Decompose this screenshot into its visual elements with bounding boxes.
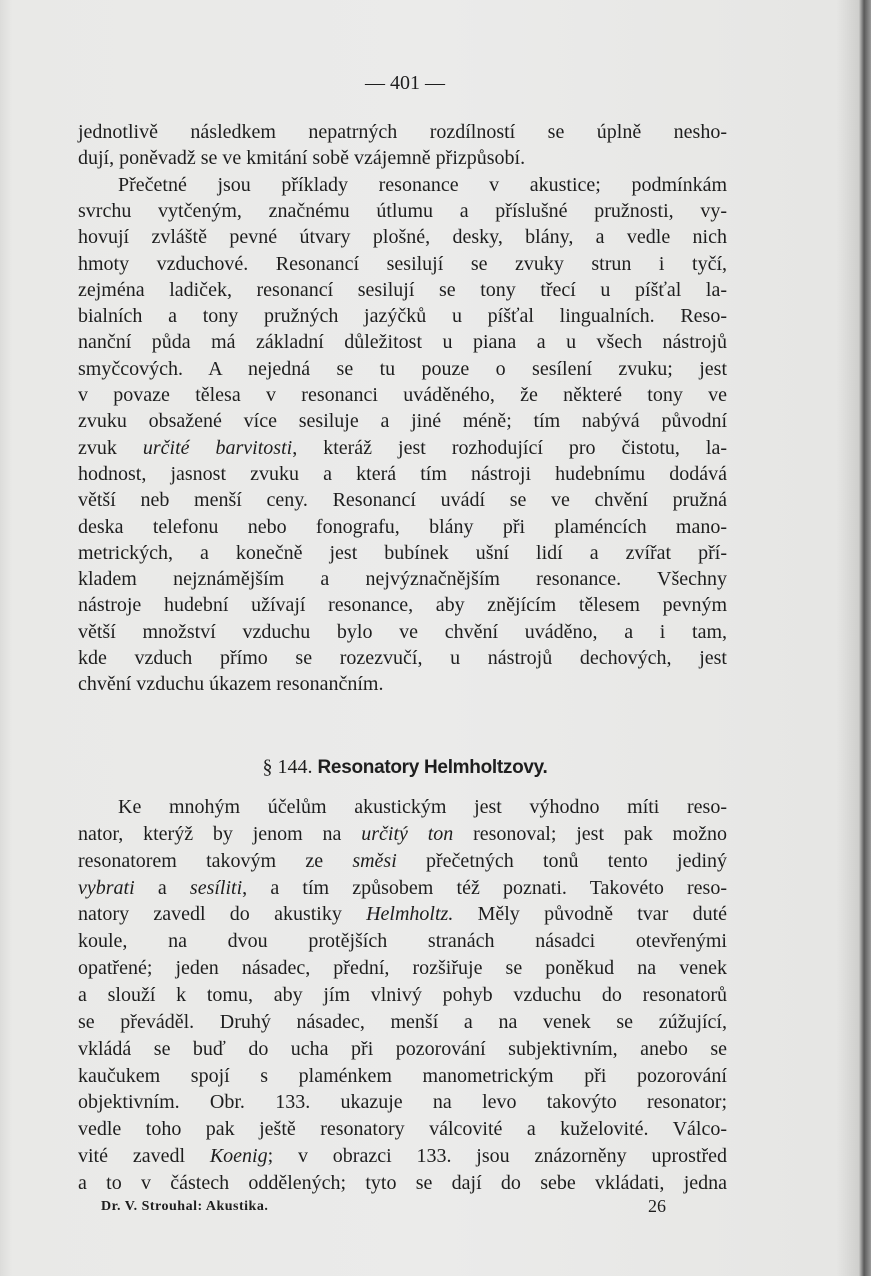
text-segment: metrických, a konečně jest bubínek ušní lidí a zvířat pří-	[78, 541, 727, 564]
text-segment: a	[134, 876, 190, 899]
text-line	[78, 278, 727, 302]
text-segment: hmoty vzduchové. Resonancí sesilují se zvuky strun i tyčí,	[78, 252, 727, 275]
text-line	[78, 252, 727, 276]
text-segment: v povaze tělesa v resonanci uváděného, že některé tony ve	[78, 384, 727, 406]
text-segment: ; v obrazci 133. jsou znázorněny uprostřed	[267, 1145, 727, 1168]
text-segment: přečetných tonů tento jediný	[396, 849, 728, 872]
text-segment: objektivním. Obr. 133. ukazuje na levo takovýto resonator;	[78, 1091, 727, 1114]
text-line	[78, 849, 727, 873]
text-segment: zejména ladiček, resonancí sesilují se tony třecí u píšťal la-	[78, 278, 727, 301]
emphasized-text: Koenig	[209, 1145, 268, 1168]
text-segment: Měly původně tvar duté	[453, 903, 727, 926]
section-number: § 144.	[262, 756, 313, 778]
text-line	[78, 225, 727, 249]
text-segment: kde vzduch přímo se rozezvučí, u nástrojů dechových, jest	[78, 647, 727, 669]
emphasized-text: určitý ton	[361, 822, 454, 845]
text-segment: nator, kterýž by jenom na	[78, 822, 362, 845]
text-line	[78, 173, 727, 197]
text-segment: koule, na dvou protějších stranách násadci otevřenými	[78, 930, 727, 953]
text-line	[78, 488, 727, 512]
emphasized-text: směsi	[352, 849, 397, 872]
text-line	[78, 304, 727, 328]
text-line	[78, 515, 727, 539]
text-segment: větší množství vzduchu bylo ve chvění uváděno, a i tam,	[78, 620, 727, 643]
section-heading	[0, 756, 810, 779]
text-segment: Přečetné jsou příklady resonance v akustice; podmínkám	[118, 173, 727, 196]
text-segment: , a tím způsobem též poznati. Takovéto reso-	[242, 876, 727, 899]
emphasized-text: určité barvitosti	[142, 436, 293, 459]
text-segment: deska telefonu nebo fonografu, blány při plaméncích mano-	[78, 515, 727, 538]
text-segment: resonatorem takovým ze	[78, 849, 353, 872]
text-segment: kaučukem spojí s plaménkem manometrickým při pozorování	[78, 1064, 727, 1087]
text-line	[78, 1037, 727, 1061]
text-line	[78, 462, 727, 486]
text-segment: dují, poněvadž se ve kmitání sobě vzájemně přizpůsobí.	[78, 147, 526, 170]
text-segment: bialních a tony pružných jazýčků u píšťal lingualních. Reso-	[78, 305, 727, 328]
text-line	[78, 409, 727, 433]
text-segment: nástroje hudební užívají resonance, aby znějícím tělesem pevným	[78, 594, 727, 617]
text-line	[78, 593, 727, 617]
text-line	[78, 620, 727, 644]
text-segment: Ke mnohým účelům akustickým jest výhodno míti reso-	[118, 796, 727, 818]
text-line	[78, 1144, 727, 1168]
text-line	[78, 357, 727, 381]
text-segment: resonoval; jest pak možno	[453, 822, 727, 845]
text-line	[78, 436, 727, 460]
footer-sheet-number: 26	[648, 1196, 666, 1216]
text-line	[78, 541, 727, 565]
text-segment: opatřené; jeden násadec, přední, rozšiřuje se poněkud na venek	[78, 957, 727, 980]
text-segment: vkládá se buď do ucha při pozorování subjektivním, anebo se	[78, 1037, 727, 1060]
emphasized-text: vybrati	[78, 876, 135, 899]
text-line	[78, 330, 727, 354]
text-line	[78, 646, 727, 670]
text-line	[78, 199, 727, 223]
text-line	[78, 956, 727, 980]
text-line	[78, 146, 727, 170]
text-line	[78, 795, 727, 819]
text-line	[78, 822, 727, 846]
text-line	[78, 120, 727, 144]
text-line	[78, 1064, 727, 1088]
text-segment: větší neb menší ceny. Resonancí uvádí se ve chvění pružná	[78, 489, 727, 512]
text-segment: svrchu vytčeným, značnému útlumu a příslušné pružnosti, vy-	[78, 199, 727, 222]
footer-signature: Dr. V. Strouhal: Akustika.	[101, 1199, 269, 1214]
text-line	[78, 383, 727, 407]
text-segment: a to v částech oddělených; tyto se dají do sebe vkládati, jedna	[78, 1171, 727, 1194]
text-segment: hovují zvláště pevné útvary plošné, desky, blány, a vedle nich	[78, 226, 727, 249]
text-line	[78, 902, 727, 926]
text-segment: kladem nejznámějším a nejvýznačnějším resonance. Všechny	[78, 568, 727, 591]
text-segment: nanční půda má základní důležitost u piana a u všech nástrojů	[78, 331, 727, 354]
text-line	[78, 983, 727, 1007]
text-segment: chvění vzduchu úkazem resonančním.	[78, 673, 384, 696]
text-segment: jednotlivě následkem nepatrných rozdílností se úplně nesho-	[78, 121, 727, 143]
text-line	[78, 1010, 727, 1034]
section-title: Resonatory Helmholtzovy.	[317, 757, 548, 778]
text-line	[78, 929, 727, 953]
text-segment: smyčcových. A nejedná se tu pouze o sesílení zvuku; jest	[78, 357, 727, 380]
text-segment: zvuk	[78, 436, 143, 459]
text-line	[78, 672, 727, 696]
text-segment: a slouží k tomu, aby jím vlnivý pohyb vzduchu do resonatorů	[78, 983, 727, 1006]
emphasized-text: sesíliti	[189, 876, 243, 899]
text-line	[78, 1090, 727, 1114]
text-line	[78, 567, 727, 591]
text-segment: hodnost, jasnost zvuku a která tím nástroji hudebnímu dodává	[78, 462, 727, 485]
text-line	[78, 1117, 727, 1141]
text-segment: se převáděl. Druhý násadec, menší a na venek se zúžující,	[78, 1010, 727, 1033]
page-number: — 401 —	[365, 72, 445, 94]
text-segment: zvuku obsažené více sesiluje a jiné méně; tím nabývá původní	[78, 410, 727, 433]
text-segment: vité zavedl	[78, 1145, 210, 1168]
text-line	[78, 876, 727, 900]
text-segment: vedle toho pak ještě resonatory válcovité a kuželovité. Válco-	[78, 1118, 727, 1141]
text-segment: natory zavedl do akustiky	[78, 903, 367, 926]
text-segment: , kteráž jest rozhodující pro čistotu, la-	[292, 436, 727, 459]
emphasized-text: Helmholtz.	[366, 903, 454, 926]
text-line	[78, 1171, 727, 1195]
